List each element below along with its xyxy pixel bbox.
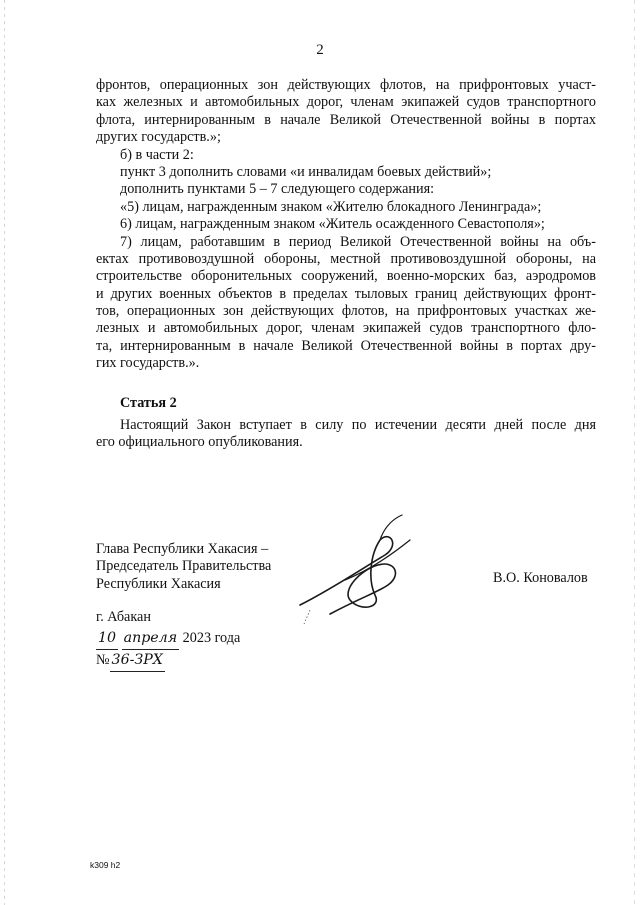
body-line: «5) лицам, награжденным знаком «Жителю блокадного Ленинграда»; bbox=[120, 198, 542, 215]
law-number-value: 36-ЗРХ bbox=[110, 650, 165, 672]
body-line: дополнить пунктами 5 – 7 следующего содержания: bbox=[120, 181, 435, 198]
footer-code: k309 h2 bbox=[90, 860, 121, 870]
body-line: ектах противовоздушной обороны, местной противовоздушной обороны, на bbox=[96, 250, 596, 267]
body-line: 7) лицам, работавшим в период Великой Отечественной войны на объ- bbox=[120, 233, 596, 250]
signatory-name: В.О. Коновалов bbox=[493, 570, 588, 586]
signatory-title-line: Республики Хакасия bbox=[96, 575, 221, 592]
place-of-signing: г. Абакан bbox=[96, 609, 151, 625]
article-2-heading: Статья 2 bbox=[120, 395, 177, 411]
body-line: лезных и автомобильных дорог, членам экипажей судов транспортного фло- bbox=[96, 320, 596, 337]
body-line: 6) лицам, награжденным знаком «Житель осажденного Севастополя»; bbox=[120, 216, 545, 233]
body-line: строительстве оборонительных сооружений, военно-морских баз, аэродромов bbox=[96, 268, 596, 285]
article-line: его официального опубликования. bbox=[96, 434, 303, 451]
law-number-prefix: № bbox=[96, 652, 110, 668]
body-line: та, интернированным в начале Великой Отечественной войны в портах дру- bbox=[96, 337, 596, 354]
body-line: других государств.»; bbox=[96, 129, 221, 146]
body-line: фронтов, операционных зон действующих флотов, на прифронтовых участ- bbox=[96, 77, 596, 93]
article-line: Настоящий Закон вступает в силу по истечении десяти дней после дня bbox=[120, 417, 596, 433]
body-line: гих государств.». bbox=[96, 355, 200, 372]
signatory-title-line: Глава Республики Хакасия – bbox=[96, 541, 269, 557]
date-month: апреля bbox=[122, 628, 180, 650]
body-line: и других военных объектов в пределах тыловых границ действующих фронт- bbox=[96, 285, 596, 302]
article-2-text bbox=[96, 417, 596, 452]
body-line: ках железных и автомобильных дорог, членам экипажей судов транспортного bbox=[96, 94, 596, 111]
date-line bbox=[96, 628, 240, 650]
scan-edge-right bbox=[634, 0, 635, 905]
handwritten-signature bbox=[290, 510, 420, 630]
signatory-title bbox=[96, 541, 271, 593]
place-and-date bbox=[96, 607, 240, 672]
body-line: флота, интернированным в начале Великой Отечественной войны в портах bbox=[96, 111, 596, 128]
body-line: пункт 3 дополнить словами «и инвалидам боевых действий»; bbox=[120, 163, 492, 180]
signatory-title-line: Председатель Правительства bbox=[96, 558, 272, 575]
law-number-line bbox=[96, 650, 240, 672]
article-1-continuation bbox=[96, 77, 596, 373]
body-line: б) в части 2: bbox=[120, 146, 194, 163]
page-number: 2 bbox=[316, 42, 324, 58]
date-day: 10 bbox=[96, 628, 118, 650]
body-line: тов, операционных зон действующих флотов, на прифронтовых участках же- bbox=[96, 303, 596, 320]
scan-edge-left bbox=[4, 0, 5, 905]
date-year: 2023 года bbox=[182, 630, 241, 646]
